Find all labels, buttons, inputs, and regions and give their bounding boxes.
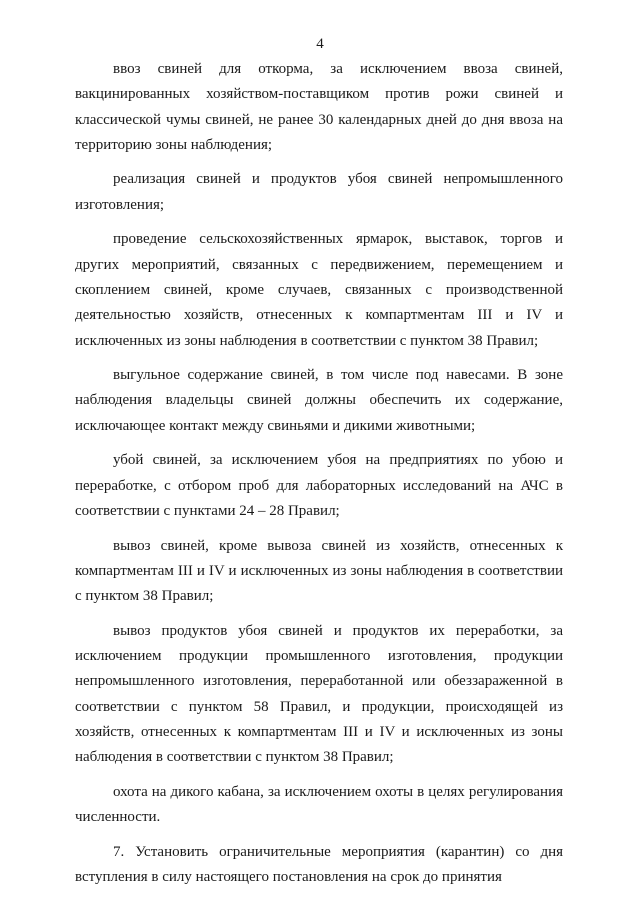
paragraph-pig-export: вывоз свиней, кроме вывоза свиней из хозяйств, отнесенных к компартментам III и IV и исключенных из зоны наблюдения в соответствии с пунктом 38 Правил;	[75, 537, 563, 605]
paragraph-pig-sales: реализация свиней и продуктов убоя свиней непромышленного изготовления;	[75, 171, 563, 213]
paragraph-pig-import: ввоз свиней для откорма, за исключением ввоза свиней, вакцинированных хозяйством-поставщиком против рожи свиней и классической чумы свиней, не ранее 30 календарных дней до дня ввоза на территорию зоны наблюдения;	[75, 61, 563, 153]
page-number: 4	[316, 36, 324, 52]
paragraph-product-export: вывоз продуктов убоя свиней и продуктов их переработки, за исключением продукции промышленного изготовления, продукции непромышленного изготовления, переработанной или обеззараженной в соответствии с пунктом 58 Правил, и продукции, происходящей из хозяйств, отнесенных к компартментам III и IV и исключенных из зоны наблюдения в соответствии с пунктом 38 Правил;	[75, 622, 563, 766]
paragraph-free-range: выгульное содержание свиней, в том числе под навесами. В зоне наблюдения владельцы свиней должны обеспечить их содержание, исключающее контакт между свиньями и дикими животными;	[75, 367, 563, 434]
paragraph-fairs: проведение сельскохозяйственных ярмарок, выставок, торгов и других мероприятий, связанных с передвижением, перемещением и скоплением свиней, кроме случаев, связанных с производственной деятельностью хозяйств, отнесенных к компартментам III и IV и исключенных из зоны наблюдения в соответствии с пунктом 38 Правил;	[75, 231, 563, 349]
paragraph-hunting: охота на дикого кабана, за исключением охоты в целях регулирования численности.	[75, 783, 563, 826]
document-body	[75, 57, 563, 900]
paragraph-slaughter: убой свиней, за исключением убоя на предприятиях по убою и переработке, с отбором проб для лабораторных исследований на АЧС в соответствии с пунктами 24 – 28 Правил;	[75, 452, 563, 519]
paragraph-quarantine: 7. Установить ограничительные мероприятия (карантин) со дня вступления в силу настоящего постановления на срок до принятия	[75, 843, 563, 885]
